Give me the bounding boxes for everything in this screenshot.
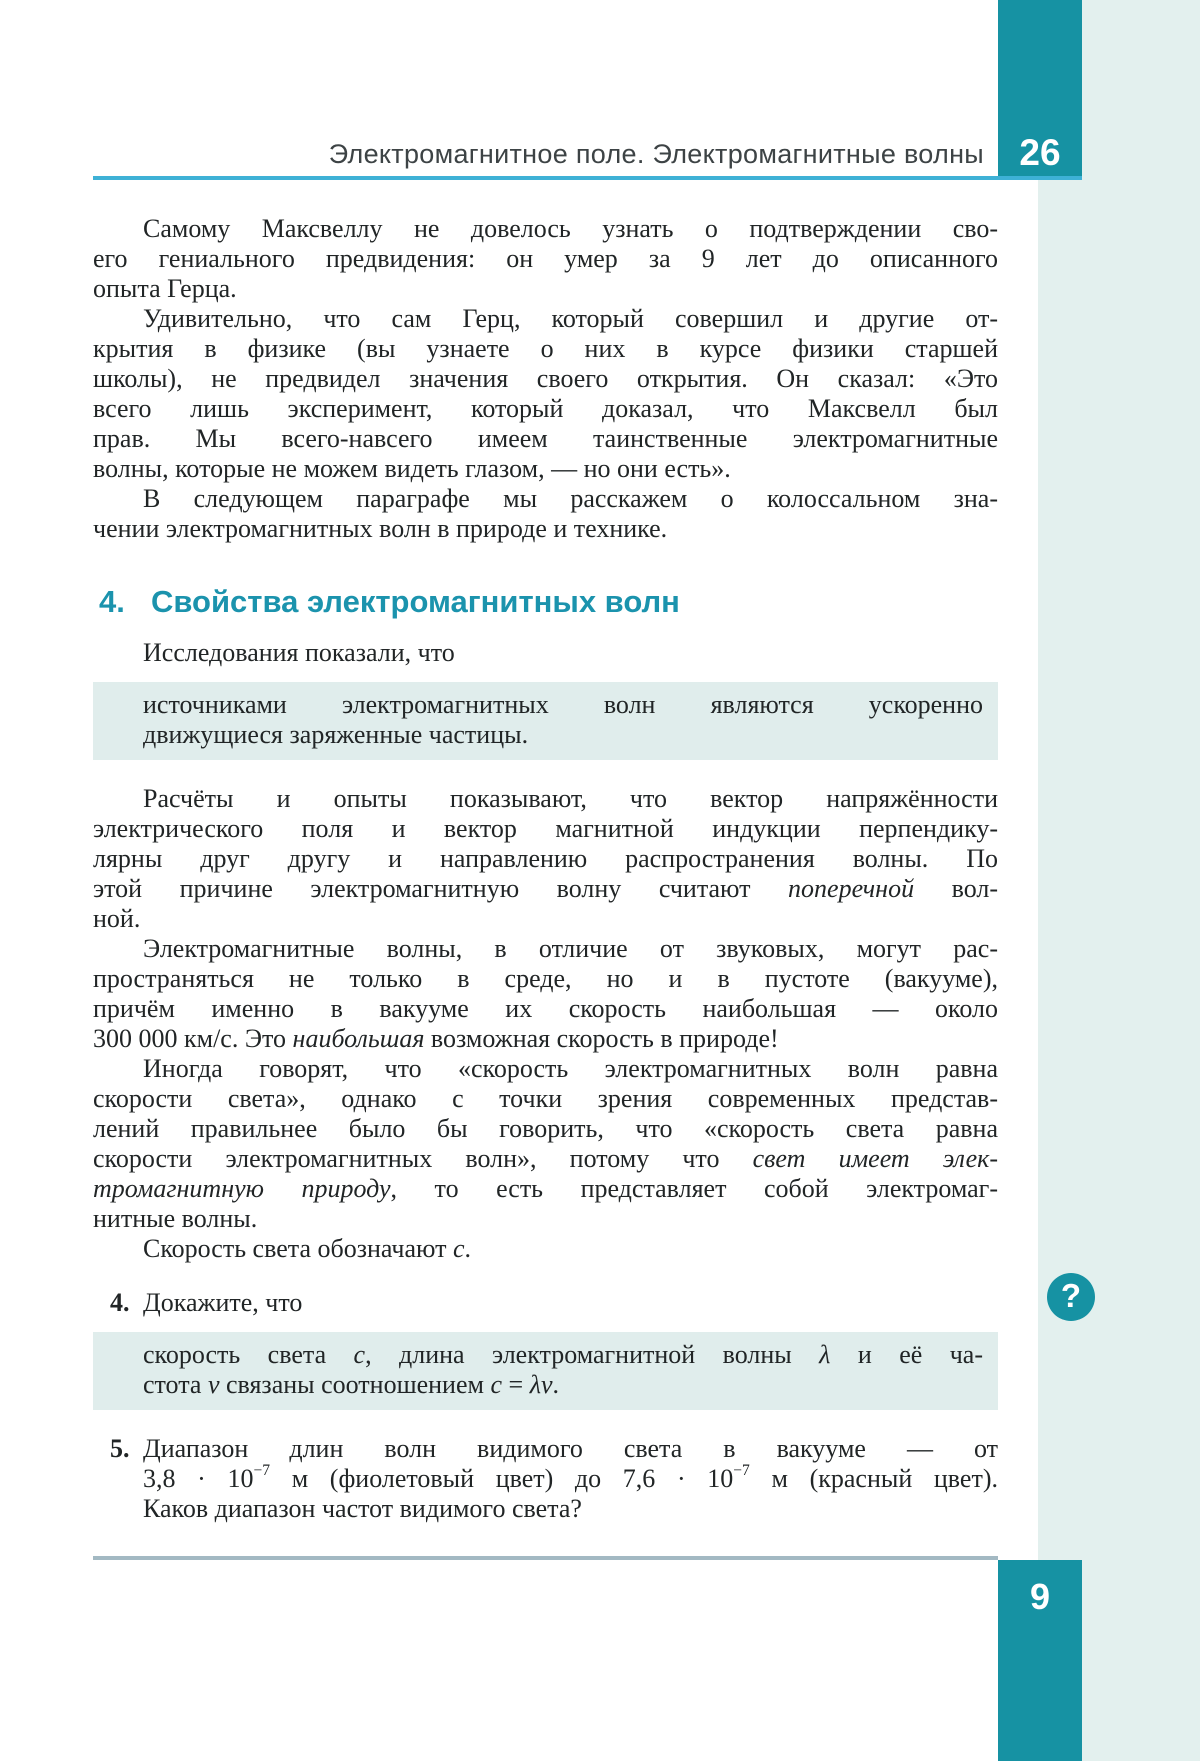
text-line: Расчёты и опыты показывают, что вектор напряжённости: [143, 784, 998, 813]
text-line: ной.: [93, 904, 141, 933]
text-line: Докажите, что: [143, 1288, 303, 1317]
paragraph: [93, 638, 998, 668]
highlight-box: [93, 682, 998, 760]
italic-text: c: [490, 1370, 503, 1399]
text-line: Каков диапазон частот видимого света?: [143, 1494, 582, 1523]
italic-text: поперечной: [788, 874, 915, 903]
text-line: Диапазон длин волн видимого света в вакууме — от: [143, 1434, 998, 1463]
text-line: тромагнитную природу, то есть представляет собой электромаг-: [93, 1174, 998, 1203]
paragraph: [93, 484, 998, 544]
text-line: источниками электромагнитных волн являются ускоренно: [143, 690, 983, 719]
text-line: скорости электромагнитных волн», потому что свет имеет элек-: [93, 1144, 998, 1173]
italic-text: c: [452, 1234, 465, 1263]
text-line: крытия в физике (вы узнаете о них в курсе физики старшей: [93, 334, 998, 363]
italic-text: ν: [207, 1370, 220, 1399]
text-line: школы), не предвидел значения своего открытия. Он сказал: «Это: [93, 364, 998, 393]
text-line: чении электромагнитных волн в природе и технике.: [93, 514, 668, 543]
text-line: лений правильнее было бы говорить, что «скорость света равна: [93, 1114, 998, 1143]
paragraph: [93, 304, 998, 484]
footer-rule: [93, 1556, 998, 1560]
question-mark-glyph: ?: [1060, 1277, 1082, 1314]
text-line: опыта Герца.: [93, 274, 237, 303]
text-line: движущиеся заряженные частицы.: [143, 720, 529, 749]
question-item: [93, 1288, 998, 1318]
paragraph: [93, 934, 998, 1054]
page-body: [93, 214, 998, 1524]
side-band: [1038, 0, 1200, 1761]
italic-text: c: [353, 1340, 366, 1369]
text-line: В следующем параграфе мы расскажем о колоссальном зна-: [143, 484, 998, 513]
text-line: стота ν связаны соотношением c = λν.: [143, 1370, 559, 1399]
text-line: Иногда говорят, что «скорость электромагнитных волн равна: [143, 1054, 998, 1083]
italic-text: λ: [819, 1340, 831, 1369]
question-number: 4.: [110, 1288, 130, 1317]
italic-text: свет имеет элек-: [752, 1144, 998, 1173]
paragraph: [93, 214, 998, 304]
italic-text: тромагнитную природу: [93, 1174, 391, 1203]
text-line: Удивительно, что сам Герц, который совершил и другие от-: [143, 304, 998, 333]
page-number: 9: [1029, 1576, 1051, 1617]
section-heading: [93, 584, 998, 620]
superscript: −7: [733, 1462, 750, 1480]
text-line: прав. Мы всего-навсего имеем таинственные электромагнитные: [93, 424, 998, 453]
header-rule: [93, 176, 1082, 180]
section-number: 4.: [99, 584, 125, 619]
question-number: 5.: [110, 1434, 130, 1463]
text-line: скорость света c, длина электромагнитной волны λ и её ча-: [143, 1340, 983, 1369]
question-item: [93, 1434, 998, 1524]
text-line: причём именно в вакууме их скорость наибольшая — около: [93, 994, 998, 1023]
text-line: нитные волны.: [93, 1204, 258, 1233]
highlight-box: [93, 1332, 998, 1410]
superscript: −7: [253, 1462, 271, 1480]
text-line: Самому Максвеллу не довелось узнать о подтверждении сво-: [143, 214, 998, 243]
text-line: Исследования показали, что: [143, 638, 455, 667]
text-line: электрического поля и вектор магнитной индукции перпендику-: [93, 814, 998, 843]
paragraph: [93, 1054, 998, 1234]
italic-text: λν: [529, 1370, 553, 1399]
text-line: 300 000 км/с. Это наибольшая возможная скорость в природе!: [93, 1024, 779, 1053]
chapter-number-box: [998, 0, 1082, 180]
question-mark-icon: [1047, 1273, 1095, 1321]
text-line: всего лишь эксперимент, который доказал, что Максвелл был: [93, 394, 998, 423]
text-line: $3,8 \cdot 10^{-7}$ м (фиолетовый цвет) до $7,6 \cdot 10^{-7}$ м (красный цвет).: [143, 1462, 998, 1493]
chapter-number: 26: [1019, 132, 1061, 173]
paragraph: [93, 784, 998, 934]
text-line: Скорость света обозначают c.: [143, 1234, 472, 1263]
paragraph: [93, 1234, 998, 1264]
text-line: лярны друг другу и направлению распространения волны. По: [93, 844, 998, 873]
text-line: скорости света», однако с точки зрения современных представ-: [93, 1084, 998, 1113]
text-line: Электромагнитные волны, в отличие от звуковых, могут рас-: [143, 934, 998, 963]
text-line: этой причине электромагнитную волну считают поперечной вол-: [93, 874, 998, 903]
text-line: волны, которые не можем видеть глазом, — но они есть».: [93, 454, 731, 483]
page-number-box: [998, 1560, 1082, 1761]
text-line: пространяться не только в среде, но и в пустоте (вакууме),: [93, 964, 998, 993]
text-line: его гениального предвидения: он умер за 9 лет до описанного: [93, 244, 998, 273]
italic-text: наибольшая: [292, 1024, 425, 1053]
running-header-title: Электромагнитное поле. Электромагнитные волны: [328, 139, 984, 169]
section-title: Свойства электромагнитных волн: [151, 584, 680, 619]
